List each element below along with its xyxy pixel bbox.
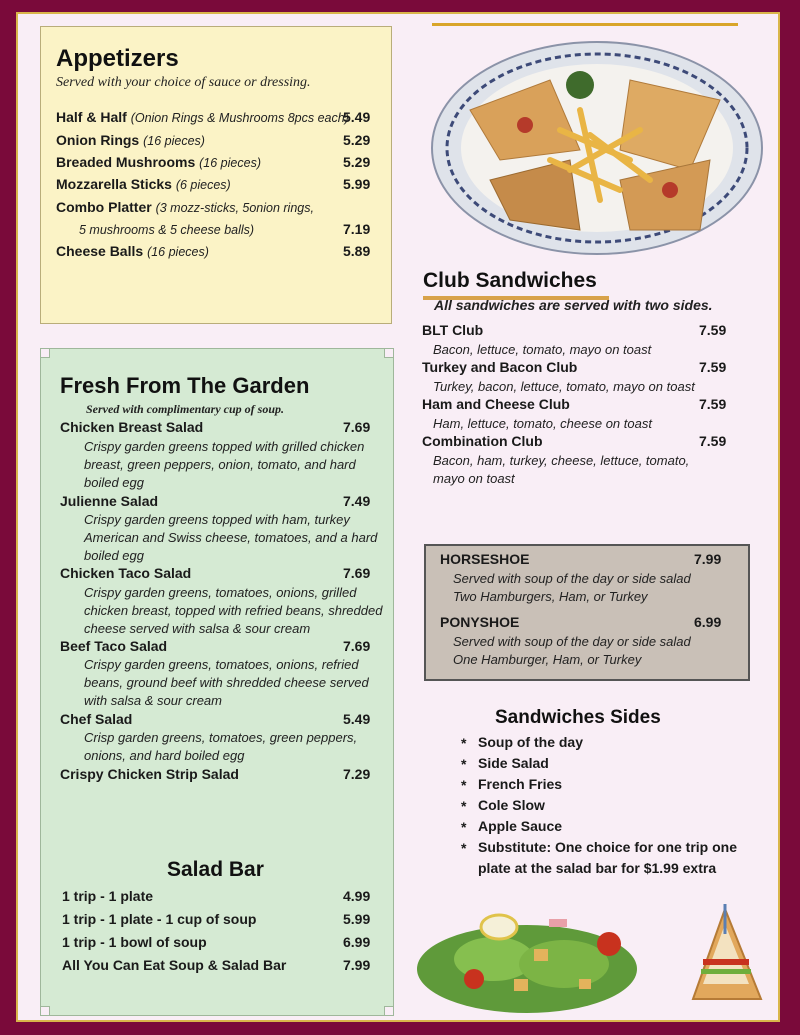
salad-bar-price: 6.99 [343,934,371,950]
box-corner [384,348,394,358]
sides-list [461,732,761,879]
shoe-price: 6.99 [694,614,722,630]
shoe-description: One Hamburger, Ham, or Turkey [453,652,642,667]
club-name: Ham and Cheese Club [422,396,570,412]
salad-image [414,909,640,1013]
salad-description: Crispy garden greens topped with grilled chicken breast, green peppers, onion, tomato, and hard boiled egg [84,439,365,490]
salad-name: Chicken Breast Salad [60,419,204,435]
club-sandwich-plate-image [430,40,764,256]
salad-bar-title: Salad Bar [167,858,264,881]
menu-item: Mozzarella Sticks (6 pieces) [56,176,231,192]
horseshoe-box [424,544,750,681]
appetizers-subtitle: Served with your choice of sauce or dressing. [56,75,311,90]
item-price: 5.29 [343,132,371,148]
salad-name: Chicken Taco Salad [60,565,192,581]
salad-description: Crispy garden greens topped with ham, turkey American and Swiss cheese, tomatoes, and a hard boiled egg [84,512,378,563]
club-price: 7.59 [699,322,727,338]
item-price: 5.29 [343,154,371,170]
menu-item: Combo Platter (3 mozz-sticks, 5onion rings, [56,199,314,215]
shoe-price: 7.99 [694,551,722,567]
salad-price: 7.69 [343,638,371,654]
salad-price: 7.49 [343,493,371,509]
club-description: Ham, lettuce, tomato, cheese on toast [433,416,652,431]
club-description: Bacon, ham, turkey, cheese, lettuce, tomato, mayo on toast [433,453,690,486]
box-corner [40,1006,50,1016]
club-description: Bacon, lettuce, tomato, mayo on toast [433,342,652,357]
item-price: 5.49 [343,109,371,125]
shoe-description: Served with soup of the day or side salad [453,634,691,649]
club-description: Turkey, bacon, lettuce, tomato, mayo on toast [433,379,695,394]
sides-title: Sandwiches Sides [495,707,661,728]
salad-bar-option: All You Can Eat Soup & Salad Bar [62,957,287,973]
club-title: Club Sandwiches [423,269,597,292]
salad-bar-price: 7.99 [343,957,371,973]
menu-item: Half & Half (Onion Rings & Mushrooms 8pcs each) [56,109,349,125]
shoe-description: Served with soup of the day or side salad [453,571,691,586]
salad-bar-option: 1 trip - 1 plate [62,888,154,904]
salad-price: 5.49 [343,711,371,727]
appetizers-box [40,26,392,324]
salad-name: Julienne Salad [60,493,159,509]
club-name: Turkey and Bacon Club [422,359,578,375]
menu-item: Breaded Mushrooms (16 pieces) [56,154,261,170]
salad-name: Beef Taco Salad [60,638,168,654]
menu-item: Cheese Balls (16 pieces) [56,243,209,259]
menu-page [16,12,780,1022]
garden-box [40,348,394,1016]
club-name: BLT Club [422,322,484,338]
salad-price: 7.69 [343,565,371,581]
item-price: 5.89 [343,243,371,259]
side-item: * Cole Slow [461,795,761,816]
salad-bar-option: 1 trip - 1 plate - 1 cup of soup [62,911,257,927]
side-item: * Soup of the day [461,732,761,753]
box-corner [40,348,50,358]
club-price: 7.59 [699,359,727,375]
salad-name: Chef Salad [60,711,133,727]
garden-title: Fresh From The Garden [60,373,310,398]
menu-item: Onion Rings (16 pieces) [56,132,205,148]
salad-price: 7.29 [343,766,371,782]
item-price: 5.99 [343,176,371,192]
garden-subtitle: Served with complimentary cup of soup. [86,402,284,416]
salad-bar-option: 1 trip - 1 bowl of soup [62,934,207,950]
salad-description: Crispy garden greens, tomatoes, onions, refried beans, ground beef with shredded cheese served with salsa & sour cream [84,657,369,708]
gold-rule [432,23,738,26]
salad-description: Crispy garden greens, tomatoes, onions, grilled chicken breast, topped with refried beans, shredded cheese served with salsa & sour cream [84,585,383,636]
sandwich-image [683,904,767,1009]
salad-bar-price: 4.99 [343,888,371,904]
salad-price: 7.69 [343,419,371,435]
appetizers-title: Appetizers [56,45,179,72]
side-item: * Substitute: One choice for one trip one plate at the salad bar for $1.99 extra [461,837,748,879]
menu-item-note: 5 mushrooms & 5 cheese balls) [79,223,255,237]
shoe-name: HORSESHOE [440,551,530,567]
side-item: * Side Salad [461,753,761,774]
salad-name: Crispy Chicken Strip Salad [60,766,239,782]
salad-bar-price: 5.99 [343,911,371,927]
side-item: * French Fries [461,774,761,795]
item-price: 7.19 [343,221,371,237]
box-corner [384,1006,394,1016]
shoe-description: Two Hamburgers, Ham, or Turkey [453,589,648,604]
club-price: 7.59 [699,433,727,449]
salad-description: Crisp garden greens, tomatoes, green peppers, onions, and hard boiled egg [84,730,358,763]
shoe-name: PONYSHOE [440,614,520,630]
club-price: 7.59 [699,396,727,412]
club-subtitle: All sandwiches are served with two sides. [434,297,713,313]
club-name: Combination Club [422,433,543,449]
side-item: * Apple Sauce [461,816,761,837]
